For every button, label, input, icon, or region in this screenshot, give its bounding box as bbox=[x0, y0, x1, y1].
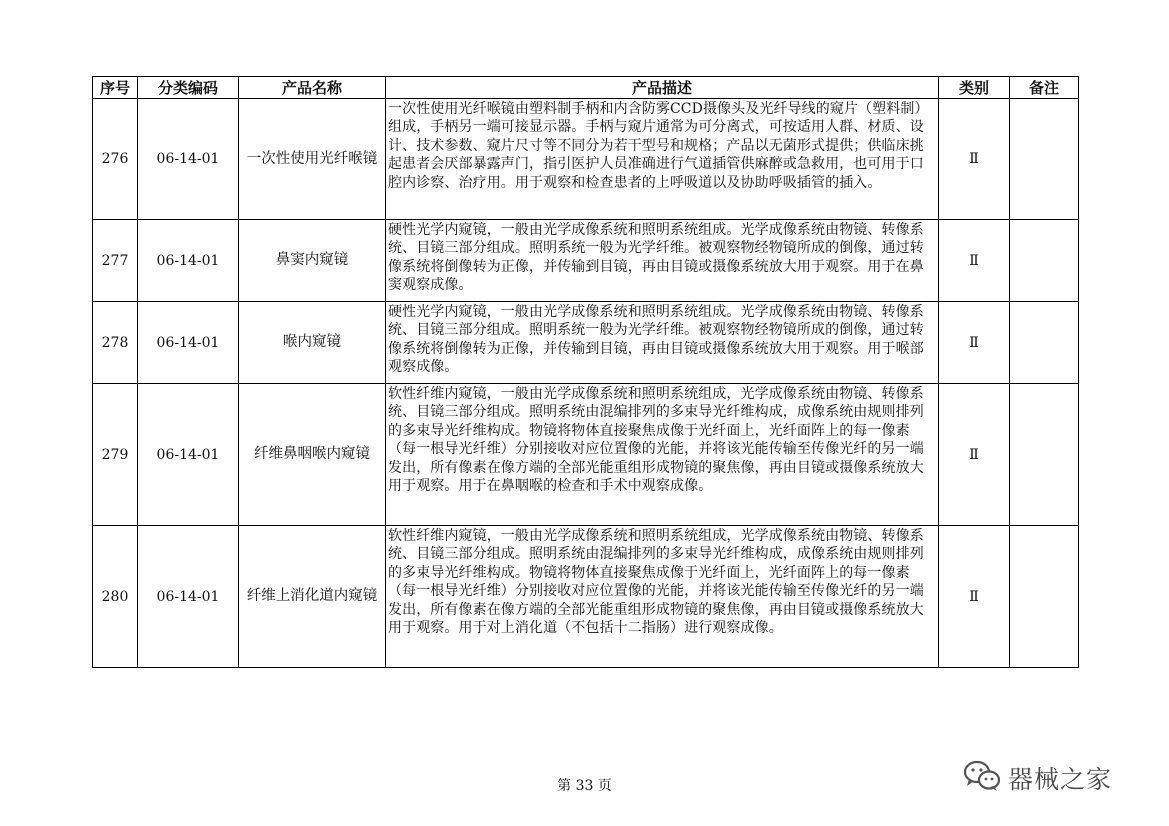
row-description: 软性纤维内窥镜，一般由光学成像系统和照明系统组成，光学成像系统由物镜、转像系统、目镜三部分组成。照明系统由混编排列的多束导光纤维构成，成像系统由规则排列的多束导光纤维构成。物镜将物体直接聚焦成像于光纤面上，光纤面阵上的每一像素（每一根导光纤维）分别接收对应位置像的光能，并将该光能传输至传像光纤的另一端发出，所有像素在像方端的全部光能重组形成物镜的聚焦像，再由目镜或摄像系统放大用于观察。用于在鼻咽喉的检查和手术中观察成像。 bbox=[386, 384, 939, 526]
row-product-name: 鼻窦内窥镜 bbox=[239, 220, 386, 302]
row-index: 277 bbox=[93, 220, 138, 302]
table-row bbox=[93, 526, 1079, 668]
row-remarks bbox=[1010, 220, 1079, 302]
wechat-icon bbox=[962, 759, 1002, 797]
row-product-name: 喉内窥镜 bbox=[239, 302, 386, 384]
header-remarks: 备注 bbox=[1010, 77, 1079, 99]
watermark-text: 器械之家 bbox=[1008, 765, 1113, 794]
row-product-name: 纤维上消化道内窥镜 bbox=[239, 526, 386, 668]
row-class: Ⅱ bbox=[939, 526, 1010, 668]
header-product-description: 产品描述 bbox=[386, 77, 939, 99]
row-remarks bbox=[1010, 99, 1079, 220]
row-code: 06-14-01 bbox=[138, 99, 239, 220]
table-row bbox=[93, 384, 1079, 526]
table-row bbox=[93, 99, 1079, 220]
row-code: 06-14-01 bbox=[138, 220, 239, 302]
table-row bbox=[93, 220, 1079, 302]
row-remarks bbox=[1010, 302, 1079, 384]
table-header-row bbox=[93, 77, 1079, 99]
row-class: Ⅱ bbox=[939, 302, 1010, 384]
row-index: 280 bbox=[93, 526, 138, 668]
row-remarks bbox=[1010, 384, 1079, 526]
row-code: 06-14-01 bbox=[138, 384, 239, 526]
table-row bbox=[93, 302, 1079, 384]
row-remarks bbox=[1010, 526, 1079, 668]
row-product-name: 纤维鼻咽喉内窥镜 bbox=[239, 384, 386, 526]
row-description: 硬性光学内窥镜，一般由光学成像系统和照明系统组成。光学成像系统由物镜、转像系统、目镜三部分组成。照明系统一般为光学纤维。被观察物经物镜所成的倒像，通过转像系统将倒像转为正像，并传输到目镜，再由目镜或摄像系统放大用于观察。用于在鼻窦观察成像。 bbox=[386, 220, 939, 302]
row-description: 一次性使用光纤喉镜由塑料制手柄和内含防雾CCD摄像头及光纤导线的窥片（塑料制）组成，手柄另一端可接显示器。手柄与窥片通常为可分离式，可按适用人群、材质、设计、技术参数、窥片尺寸等不同分为若干型号和规格；产品以无菌形式提供；供临床挑起患者会厌部暴露声门，指引医护人员准确进行气道插管供麻醉或急救用，也可用于口腔内诊察、治疗用。用于观察和检查患者的上呼吸道以及协助呼吸插管的插入。 bbox=[386, 99, 939, 220]
row-index: 276 bbox=[93, 99, 138, 220]
row-class: Ⅱ bbox=[939, 220, 1010, 302]
row-code: 06-14-01 bbox=[138, 526, 239, 668]
header-index: 序号 bbox=[93, 77, 138, 99]
product-table bbox=[92, 76, 1079, 668]
row-index: 278 bbox=[93, 302, 138, 384]
header-class: 类别 bbox=[939, 77, 1010, 99]
row-index: 279 bbox=[93, 384, 138, 526]
header-category-code: 分类编码 bbox=[138, 77, 239, 99]
row-product-name: 一次性使用光纤喉镜 bbox=[239, 99, 386, 220]
watermark bbox=[962, 758, 1112, 798]
row-class: Ⅱ bbox=[939, 384, 1010, 526]
row-description: 硬性光学内窥镜，一般由光学成像系统和照明系统组成。光学成像系统由物镜、转像系统、目镜三部分组成。照明系统一般为光学纤维。被观察物经物镜所成的倒像，通过转像系统将倒像转为正像，并传输到目镜，再由目镜或摄像系统放大用于观察。用于喉部观察成像。 bbox=[386, 302, 939, 384]
header-product-name: 产品名称 bbox=[239, 77, 386, 99]
row-class: Ⅱ bbox=[939, 99, 1010, 220]
row-description: 软性纤维内窥镜，一般由光学成像系统和照明系统组成，光学成像系统由物镜、转像系统、目镜三部分组成。照明系统由混编排列的多束导光纤维构成，成像系统由规则排列的多束导光纤维构成。物镜将物体直接聚焦成像于光纤面上，光纤面阵上的每一像素（每一根导光纤维）分别接收对应位置像的光能，并将该光能传输至传像光纤的另一端发出，所有像素在像方端的全部光能重组形成物镜的聚焦像，再由目镜或摄像系统放大用于观察。用于对上消化道（不包括十二指肠）进行观察成像。 bbox=[386, 526, 939, 668]
row-code: 06-14-01 bbox=[138, 302, 239, 384]
page-number: 第 33 页 bbox=[557, 778, 612, 794]
